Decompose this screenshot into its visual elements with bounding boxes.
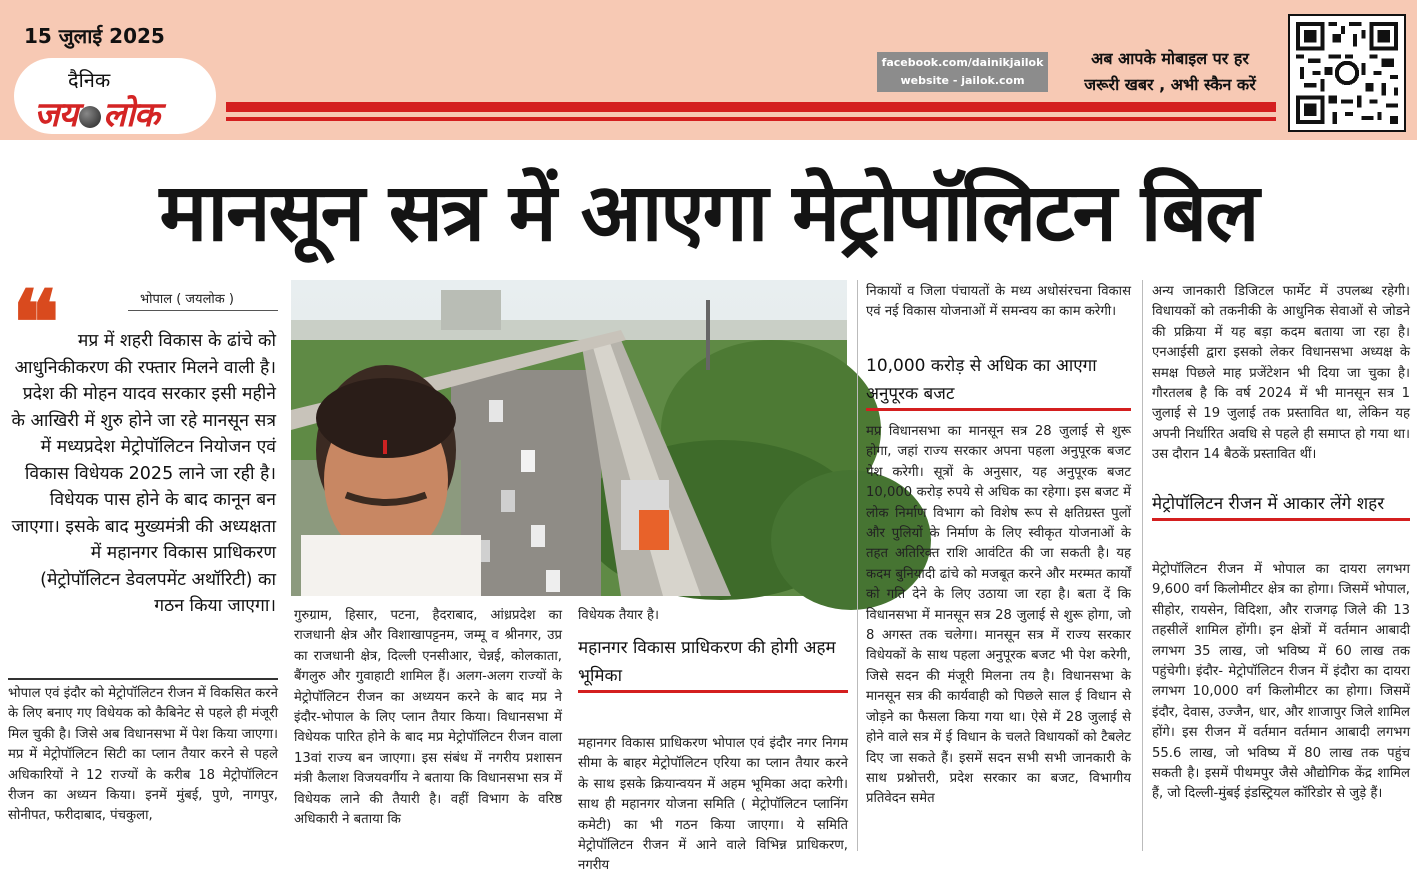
column-5-lead: अन्य जानकारी डिजिटल फार्मेट में उपलब्ध रहेगी। विधायकों को तकनीकी के आधुनिक सेवाओं से जोडने की प्रक्रिया में यह बड़ा कदम बताया जा रहा है। एनआईसी द्वारा इसको लेकर विधानसभा अध्यक्ष के समक्ष पिछले माह प्रजेंटेशन भी दिया जा चुका है। गौरतलब है कि वर्ष 2024 में भी मानसून सत्र 1 जुलाई से 19 जुलाई तक प्रस्तावित था, लेकिन यह अपनी निर्धारित अवधि से पहले ही समाप्त हो गया था। उस दौरान 14 बैठकें प्रस्तावित थीं। (1152, 284, 1410, 463)
qr-code-icon[interactable] (1288, 14, 1406, 132)
body-text-column-1: भोपाल एवं इंदौर को मेट्रोपॉलिटन रीजन में विकसित करने के लिए बनाए गए विधेयक को कैबिनेट से पहले ही मंजूरी मिल चुकी है। जिसे अब विधानसभा में पेश किया जाएगा। मप्र में मेट्रोपॉलिटन सिटी का प्लान तैयार करने से पहले अधिकारियों ने 12 राज्यों के करीब 18 मेट्रोपॉलिटन रीजन का अध्यन किया। इनमें मुंबई, पुणे, नागपुर, सोनीपत, फरीदाबाद, पंचकुला, (8, 686, 278, 824)
logo-globe-icon (79, 106, 101, 128)
subheading-authority-text: महानगर विकास प्राधिकरण की होगी अहम भूमिका (578, 638, 836, 686)
logo-main-text: जय लोक (34, 95, 159, 135)
intro-paragraph: मप्र में शहरी विकास के ढांचे को आधुनिकीकरण की रफ्तार मिलने वाली है। प्रदेश की मोहन यादव सरकार इसी महीने के आखिरी में शुरु होने जा रहे मानसून सत्र में मध्यप्रदेश मेट्रोपॉलिटन नियोजन एवं विकास विधेयक 2025 लाने जा रही है। विधेयक पास होने के बाद कानून बन जाएगा। इसके बाद मुख्यमंत्री की अध्यक्षता में महानगर विकास प्राधिकरण (मेट्रोपॉलिटन डेवलपमेंट अथॉरिटी) का गठन किया जाएगा। (11, 331, 276, 616)
body-text-column-5: मेट्रोपॉलिटन रीजन में भोपाल का दायरा लगभग 9,600 वर्ग किलोमीटर क्षेत्र का होगा। जिसमें भोपाल, सीहोर, रायसेन, विदिशा, और राजगढ़ जिले की 13 तहसीलें शामिल होंगी। इन क्षेत्रों में वर्तमान आबादी लगभग 35 लाख, जो भविष्य में 60 लाख तक पहुंचेगी। इंदौर- मेट्रोपॉलिटन रीजन में इंदौरा का दायरा लगभग 10,000 वर्ग किलोमीटर का होगा। जिसमें इंदौर, देवास, उज्जैन, धार, और शाजापुर जिले शामिल होंगे। इस रीजन में वर्तमान वर्तमान आबादी लगभग 55.6 लाख, जो भविष्य में 80 लाख तक पहुंच सकती है। इसमें पीथमपुर जैसे औद्योगिक केंद्र शामिल हैं, जो दिल्ली-मुंबई इंडस्ट्रियल कॉरिडोर से जुड़े हैं। (1152, 562, 1410, 802)
subheading-budget (866, 352, 1131, 411)
scan-promo: अब आपके मोबाइल पर हर जरूरी खबर , अभी स्कैन करें (1084, 49, 1256, 94)
dateline-rule (128, 310, 278, 311)
newspaper-logo[interactable] (14, 58, 216, 134)
column-3-lead: विधेयक तैयार है। (578, 608, 659, 623)
social-links-box[interactable] (877, 52, 1048, 92)
subheading-underline (866, 408, 1131, 411)
website-link[interactable]: website - jailok.com (900, 74, 1025, 87)
body-text-column-3: महानगर विकास प्राधिकरण भोपाल एवं इंदौर नगर निगम सीमा के बाहर मेट्रोपॉलिटन एरिया का प्लान तैयार करने के साथ इसके क्रियान्वयन में अहम भूमिका अदा करेगी। साथ ही महानगर योजना समिति ( मेट्रोपॉलिटन प्लानिंग कमेटी) का भी गठन किया जाएगा। ये समिति मेट्रोपॉलिटन रीजन में आने वाले विभिन्न प्राधिकरण, नगरीय (578, 736, 848, 874)
column-divider (857, 280, 858, 851)
main-headline: मानसून सत्र में आएगा मेट्रोपॉलिटन बिल (159, 166, 1258, 259)
subheading-authority (578, 634, 848, 693)
metro-scene-image (291, 280, 847, 596)
dateline: भोपाल ( जयलोक ) (140, 292, 234, 307)
body-text-column-4: मप्र विधानसभा का मानसून सत्र 28 जुलाई से शुरू होगा, जहां राज्य सरकार अपना पहला अनुपूरक बजट पेश करेगी। सूत्रों के अनुसार, यह अनुपूरक बजट 10,000 करोड़ रुपये से अधिक का रहेगा। इस बजट में लोक निर्माण विभाग को विशेष रूप से क्षतिग्रस्त पुलों और पुलियों के निर्माण के लिए स्वीकृत योजनाओं के तहत अतिरिक्त राशि आवंटित की जा सकती है। यह कदम बुनियादी ढांचे को मजबूत करने और मरम्मत कार्यों को गति देने के लिए उठाया जा रहा है। बता दें कि विधानसभा में मानसून सत्र 28 जुलाई से शुरू होगा, जो 8 अगस्त तक चलेगा। मानसून सत्र में राज्य सरकार विधेयकों के साथ पहला अनुपूरक बजट भी पेश करेगी, जिसे सदन की मंजूरी मिलना तय है। विधानसभा के मानसून सत्र की कार्यवाही को पिछले साल ई विधान से जोड़ने का फैसला किया गया था। ऐसे में 28 जुलाई से होने वाले सत्र में ई विधान के चलते विधायकों को टैबलेट दिए जा सकते हैं। इसमें सदन सभी सभी जानकारी के साथ प्रश्नोत्तरी, प्रदेश सरकार का बजट, विभागीय प्रतिवेदन समेत (866, 424, 1131, 807)
metro-photo (291, 280, 847, 596)
quote-icon: ❝ (12, 270, 60, 374)
column-4-lead: निकायों व जिला पंचायतों के मध्य अधोसंरचना विकास एवं नई विकास योजनाओं में समन्वय का काम करेगी। (866, 284, 1131, 320)
column-divider (1142, 280, 1143, 851)
masthead (0, 0, 1417, 140)
masthead-red-rule (226, 102, 1276, 112)
subheading-region (1152, 490, 1410, 521)
masthead-red-rule-thin (226, 117, 1276, 121)
intro-divider (8, 678, 278, 680)
issue-date: 15 जुलाई 2025 (24, 24, 165, 48)
subheading-budget-text: 10,000 करोड़ से अधिक का आएगा अनुपूरक बजट (866, 356, 1097, 404)
logo-small-text: दैनिक (68, 68, 111, 92)
subheading-region-text: मेट्रोपॉलिटन रीजन में आकार लेंगे शहर (1152, 494, 1385, 514)
subheading-underline (1152, 518, 1410, 521)
facebook-link[interactable]: facebook.com/dainikjailok (881, 56, 1044, 69)
body-text-column-2: गुरुग्राम, हिसार, पटना, हैदराबाद, आंध्रप्रदेश का राजधानी क्षेत्र और विशाखापट्टनम, जम्मू व श्रीनगर, उप्र का राजधानी क्षेत्र, दिल्ली एनसीआर, चेन्नई, कोलकाता, बैंगलुरु और गुवाहाटी शामिल हैं। अलग-अलग राज्यों के मेट्रोपॉलिटन रीजन का अध्ययन करने के बाद मप्र ने इंदौर-भोपाल के लिए प्लान तैयार किया। विधानसभा में विधेयक पारित होने के बाद मप्र मेट्रोपॉलिटन रीजन वाला 13वां राज्य बन जाएगा। इस संबंध में नगरीय प्रशासन मंत्री कैलाश विजयवर्गीय ने बताया कि विधानसभा सत्र में विधेयक लाने की तैयारी है। वहीं विभाग के वरिष्ठ अधिकारी ने बताया कि (294, 608, 562, 828)
subheading-underline (578, 690, 848, 693)
